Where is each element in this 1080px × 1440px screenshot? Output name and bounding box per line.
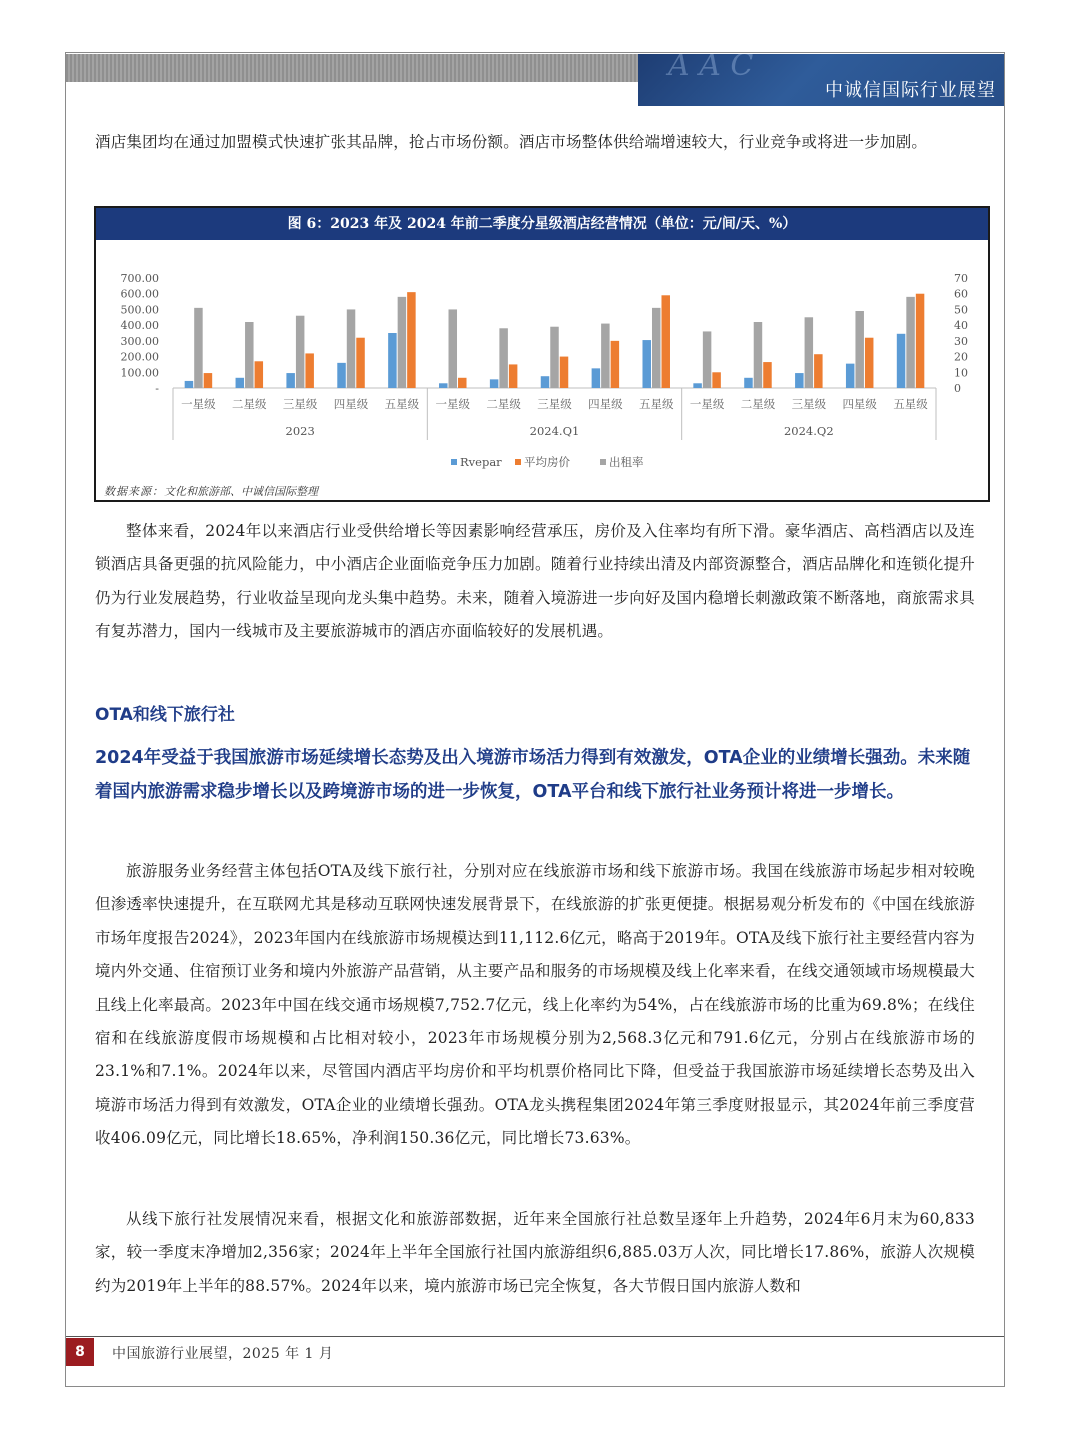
legend-swatch <box>451 459 457 465</box>
bar-avg-price <box>763 362 772 388</box>
x-category-label: 一星级 <box>181 397 216 411</box>
hotel-operation-chart <box>96 240 988 480</box>
bar-avg-price <box>712 372 721 388</box>
bar-rvepar <box>541 376 550 388</box>
bar-occupancy <box>347 309 356 388</box>
y-left-tick-label: 200.00 <box>120 350 159 364</box>
y-right-tick-label: 70 <box>954 272 968 285</box>
y-right-tick-label: 30 <box>954 334 968 348</box>
intro-paragraph: 酒店集团均在通过加盟模式快速扩张其品牌，抢占市场份额。酒店市场整体供给端增速较大，行业竞争或将进一步加剧。 <box>95 133 928 151</box>
x-category-label: 五星级 <box>638 397 674 411</box>
overall-paragraph: 整体来看，2024年以来酒店行业受供给增长等因素影响经营承压，房价及入住率均有所下滑。豪华酒店、高档酒店以及连锁酒店具备更强的抗风险能力，中小酒店企业面临竞争压力加剧。随着行业持续出清及内部资源整合，酒店品牌化和连锁化提升仍为行业发展趋势，行业收益呈现向龙头集中趋势。未来，随着入境游进一步向好及国内稳增长刺激政策不断落地，商旅需求具有复苏潜力，国内一线城市及主要旅游城市的酒店亦面临较好的发展机遇。 <box>95 522 975 641</box>
legend-label: Rvepar <box>460 455 502 469</box>
bar-avg-price <box>509 364 517 388</box>
bar-occupancy <box>754 322 763 388</box>
x-category-label: 三星级 <box>282 397 318 411</box>
x-category-label: 二星级 <box>232 397 267 411</box>
footer-text: 中国旅游行业展望，2025 年 1 月 <box>112 1346 334 1362</box>
y-left-tick-label: 500.00 <box>120 303 159 317</box>
header-title: 中诚信国际行业展望 <box>825 80 996 101</box>
bar-occupancy <box>652 308 661 388</box>
y-left-tick-label: 100.00 <box>120 366 159 380</box>
y-right-tick-label: 50 <box>954 303 968 317</box>
bar-occupancy <box>398 297 407 388</box>
bar-avg-price <box>407 292 416 388</box>
bar-rvepar <box>592 368 601 388</box>
y-right-tick-label: 60 <box>954 287 968 301</box>
bar-occupancy <box>550 327 559 388</box>
x-category-label: 一星级 <box>435 397 471 411</box>
figure-source-text: 文化和旅游部、中诚信国际整理 <box>164 485 318 498</box>
x-category-label: 五星级 <box>893 397 928 411</box>
bar-occupancy <box>601 324 610 388</box>
x-category-label: 一星级 <box>689 397 725 411</box>
key-point-paragraph: 2024年受益于我国旅游市场延续增长态势及出入境游市场活力得到有效激发，OTA企业的业绩增长强劲。未来随着国内旅游需求稳步增长以及跨境游市场的进一步恢复，OTA平台和线下旅行社业务预计将进一步增长。 <box>95 748 971 802</box>
bar-rvepar <box>185 381 194 388</box>
header-banner <box>638 54 1004 106</box>
figure-title: 图 6：2023 年及 2024 年前二季度分星级酒店经营情况（单位：元/间/天、%） <box>96 208 988 240</box>
bar-rvepar <box>286 373 295 388</box>
bar-occupancy <box>296 316 305 388</box>
bar-rvepar <box>693 383 702 388</box>
bar-avg-price <box>611 341 620 388</box>
header-decor-letters: A A C <box>668 54 754 83</box>
bar-avg-price <box>356 338 365 388</box>
x-category-label: 二星级 <box>740 397 776 411</box>
agency-paragraph: 从线下旅行社发展情况来看，根据文化和旅游部数据，近年来全国旅行社总数呈逐年上升趋势，2024年6月末为60,833家，较一季度末净增加2,356家；2024年上半年全国旅行社国内旅游组织6,885.03万人次，同比增长17.86%，旅游人次规模约为2019年上半年的88.57%。2024年以来，境内旅游市场已完全恢复，各大节假日国内旅游人数和 <box>95 1210 975 1295</box>
figure-source-label: 数据来源： <box>104 485 164 498</box>
bar-avg-price <box>204 373 213 388</box>
bar-rvepar <box>795 373 804 388</box>
header-gray-band <box>66 54 638 82</box>
page-number: 8 <box>66 1338 94 1366</box>
figure-6 <box>94 206 990 502</box>
bar-occupancy <box>194 308 203 388</box>
x-category-label: 三星级 <box>791 397 827 411</box>
bar-occupancy <box>703 331 712 388</box>
bar-rvepar <box>388 333 397 388</box>
x-group-label: 2023 <box>285 424 315 438</box>
y-left-tick-label: 300.00 <box>120 334 159 348</box>
y-left-tick-label: - <box>155 382 159 395</box>
x-category-label: 五星级 <box>384 397 420 411</box>
bar-avg-price <box>865 338 874 388</box>
section-heading: OTA和线下旅行社 <box>95 705 235 725</box>
x-category-label: 四星级 <box>333 397 369 411</box>
bar-rvepar <box>490 379 499 388</box>
bar-occupancy <box>855 311 864 388</box>
y-right-tick-label: 0 <box>954 382 961 395</box>
bar-rvepar <box>846 364 855 388</box>
y-right-tick-label: 20 <box>954 350 968 364</box>
bar-avg-price <box>560 357 569 388</box>
bar-occupancy <box>805 317 814 388</box>
legend-label: 出租率 <box>609 455 644 469</box>
bar-occupancy <box>499 328 508 388</box>
legend-swatch <box>515 459 521 465</box>
legend-swatch <box>600 459 606 465</box>
bar-rvepar <box>439 383 448 388</box>
x-category-label: 四星级 <box>842 397 877 411</box>
footer-rule <box>66 1336 1004 1337</box>
y-right-tick-label: 40 <box>954 319 968 333</box>
x-group-label: 2024.Q1 <box>529 424 580 438</box>
figure-source <box>104 483 318 499</box>
bar-rvepar <box>642 340 651 388</box>
y-left-tick-label: 600.00 <box>120 287 159 301</box>
y-right-tick-label: 10 <box>954 366 968 380</box>
x-group-label: 2024.Q2 <box>783 424 834 438</box>
bar-avg-price <box>305 353 314 388</box>
page-header <box>66 54 1004 106</box>
x-category-label: 四星级 <box>588 397 623 411</box>
bar-rvepar <box>337 363 346 388</box>
bar-rvepar <box>744 378 753 388</box>
bar-occupancy <box>906 297 915 388</box>
legend-label: 平均房价 <box>524 455 570 469</box>
bar-avg-price <box>458 378 467 388</box>
bar-avg-price <box>916 294 925 388</box>
bar-rvepar <box>897 334 906 388</box>
bar-avg-price <box>255 361 263 388</box>
x-category-label: 三星级 <box>537 397 572 411</box>
y-left-tick-label: 400.00 <box>120 319 159 333</box>
x-category-label: 二星级 <box>486 397 521 411</box>
bar-occupancy <box>245 322 254 388</box>
y-left-tick-label: 700.00 <box>120 272 159 285</box>
bar-rvepar <box>236 378 245 388</box>
ota-body-paragraph: 旅游服务业务经营主体包括OTA及线下旅行社，分别对应在线旅游市场和线下旅游市场。我国在线旅游市场起步相对较晚但渗透率快速提升，在互联网尤其是移动互联网快速发展背景下，在线旅游的扩张更便捷。根据易观分析发布的《中国在线旅游市场年度报告2024》，2023年国内在线旅游市场规模达到11,112.6亿元，略高于2019年。OTA及线下旅行社主要经营内容为境内外交通、住宿预订业务和境内外旅游产品营销，从主要产品和服务的市场规模及线上化率来看，在线交通领域市场规模最大且线上化率最高。2023年中国在线交通市场规模7,752.7亿元，线上化率约为54%，占在线旅游市场的比重为69.8%；在线住宿和在线旅游度假市场规模和占比相对较小，2023年市场规模分别为2,568.3亿元和791.6亿元，分别占在线旅游市场的23.1%和7.1%。2024年以来，尽管国内酒店平均房价和平均机票价格同比下降，但受益于我国旅游市场延续增长态势及出入境游市场活力得到有效激发，OTA企业的业绩增长强劲。OTA龙头携程集团2024年第三季度财报显示，其2024年前三季度营收406.09亿元，同比增长18.65%，净利润150.36亿元，同比增长73.63%。 <box>95 862 975 1148</box>
bar-avg-price <box>814 354 823 388</box>
bar-avg-price <box>661 295 670 388</box>
bar-occupancy <box>449 309 458 388</box>
